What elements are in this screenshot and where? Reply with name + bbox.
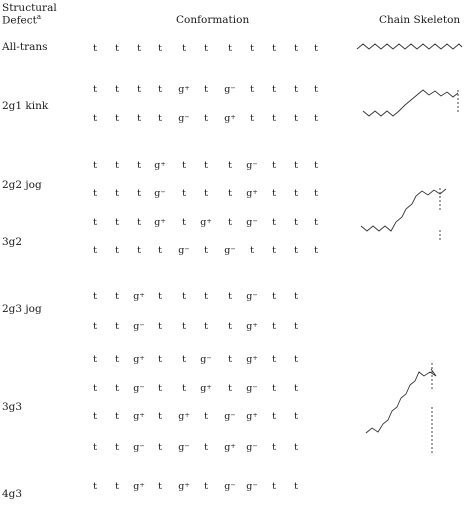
conformation-cell: t <box>115 411 119 422</box>
conformation-cell: t <box>272 383 276 394</box>
conformation-cell: t <box>294 113 298 124</box>
conformation-cell: t <box>272 43 276 54</box>
conformation-cell: t <box>294 411 298 422</box>
conformation-cell: t <box>272 113 276 124</box>
conformation-cell: t <box>93 354 97 365</box>
label-all-trans: All-trans <box>2 41 48 53</box>
conformation-cell: g+ <box>224 113 236 124</box>
label-2g2-jog: 2g2 jog <box>2 179 42 191</box>
header-chain-skeleton: Chain Skeleton <box>379 14 461 26</box>
conformation-cell: g− <box>133 442 145 453</box>
conformation-cell: t <box>294 291 298 302</box>
conformation-cell: t <box>294 442 298 453</box>
conformation-cell: t <box>204 411 208 422</box>
conformation-cell: t <box>272 442 276 453</box>
header-conformation: Conformation <box>176 14 250 26</box>
conformation-cell: t <box>228 354 232 365</box>
label-3g3: 3g3 <box>2 401 23 413</box>
conformation-cell: t <box>294 245 298 256</box>
conformation-cell: t <box>182 188 186 199</box>
conformation-cell: t <box>115 481 119 492</box>
conformation-cell: t <box>272 291 276 302</box>
skeleton-2g1-kink <box>363 90 458 116</box>
conformation-cell: t <box>182 383 186 394</box>
label-2g1-kink: 2g1 kink <box>2 100 49 112</box>
conformation-cell: t <box>314 160 318 171</box>
conformation-cell: t <box>228 160 232 171</box>
conformation-cell: g− <box>246 291 258 302</box>
header-structural: Structural <box>2 2 57 14</box>
conformation-cell: t <box>158 354 162 365</box>
conformation-cell: t <box>115 160 119 171</box>
conformation-cell: t <box>158 84 162 95</box>
conformation-cell: t <box>137 113 141 124</box>
conformation-cell: g− <box>178 245 190 256</box>
conformation-cell: t <box>294 84 298 95</box>
conformation-cell: t <box>115 321 119 332</box>
conformation-cell: t <box>228 291 232 302</box>
conformation-cell: t <box>294 217 298 228</box>
conformation-cell: g+ <box>246 354 258 365</box>
conformation-cell: g− <box>178 442 190 453</box>
conformation-cell: t <box>137 188 141 199</box>
conformation-cell: t <box>272 321 276 332</box>
conformation-cell: g− <box>246 383 258 394</box>
conformation-cell: t <box>272 245 276 256</box>
conformation-cell: g− <box>200 354 212 365</box>
skeleton-all-trans <box>357 44 462 49</box>
conformation-cell: g− <box>133 321 145 332</box>
conformation-cell: t <box>158 411 162 422</box>
conformation-cell: g+ <box>224 442 236 453</box>
conformation-cell: t <box>294 354 298 365</box>
conformation-cell: t <box>228 383 232 394</box>
conformation-cell: t <box>272 411 276 422</box>
conformation-cell: g+ <box>178 481 190 492</box>
conformation-cell: g− <box>154 188 166 199</box>
conformation-cell: t <box>158 113 162 124</box>
conformation-cell: g+ <box>200 383 212 394</box>
skeleton-2g2-jog <box>361 188 446 241</box>
conformation-cell: t <box>250 84 254 95</box>
conformation-cell: g+ <box>246 411 258 422</box>
conformation-cell: t <box>93 291 97 302</box>
conformation-cell: t <box>314 43 318 54</box>
conformation-cell: g+ <box>133 481 145 492</box>
conformation-cell: t <box>115 84 119 95</box>
conformation-cell: t <box>158 442 162 453</box>
conformation-cell: t <box>272 481 276 492</box>
skeleton-3g3 <box>366 363 436 455</box>
conformation-cell: t <box>93 411 97 422</box>
conformation-cell: t <box>204 188 208 199</box>
conformation-cell: t <box>115 383 119 394</box>
conformation-cell: t <box>228 321 232 332</box>
conformation-cell: t <box>93 160 97 171</box>
conformation-cell: g+ <box>133 291 145 302</box>
conformation-cell: t <box>115 245 119 256</box>
conformation-cell: t <box>204 113 208 124</box>
label-2g3-jog: 2g3 jog <box>2 303 42 315</box>
conformation-cell: t <box>93 43 97 54</box>
conformation-cell: t <box>115 43 119 54</box>
header-defect: Defect$^a$ <box>2 13 42 27</box>
label-4g3: 4g3 <box>2 488 23 500</box>
conformation-cell: g− <box>178 113 190 124</box>
conformation-cell: t <box>158 481 162 492</box>
conformation-cell: t <box>272 354 276 365</box>
label-3g2: 3g2 <box>2 236 23 248</box>
conformation-cell: t <box>314 245 318 256</box>
conformation-cell: t <box>182 291 186 302</box>
conformation-cell: t <box>182 321 186 332</box>
conformation-cell: t <box>272 160 276 171</box>
conformation-cell: t <box>204 84 208 95</box>
conformation-cell: t <box>294 188 298 199</box>
conformation-cell: g+ <box>154 160 166 171</box>
conformation-cell: t <box>204 442 208 453</box>
conformation-cell: t <box>314 84 318 95</box>
conformation-cell: t <box>158 321 162 332</box>
conformation-cell: t <box>93 442 97 453</box>
conformation-cell: t <box>314 188 318 199</box>
conformation-cell: t <box>182 43 186 54</box>
conformation-cell: g+ <box>200 217 212 228</box>
conformation-cell: t <box>204 43 208 54</box>
conformation-cell: g− <box>133 383 145 394</box>
conformation-cell: g− <box>246 217 258 228</box>
conformation-cell: t <box>294 43 298 54</box>
conformation-cell: t <box>228 217 232 228</box>
conformation-cell: t <box>115 113 119 124</box>
conformation-cell: t <box>204 245 208 256</box>
conformation-cell: t <box>158 43 162 54</box>
conformation-cell: t <box>250 43 254 54</box>
conformation-cell: t <box>228 43 232 54</box>
conformation-cell: g+ <box>133 411 145 422</box>
conformation-cell: t <box>250 245 254 256</box>
conformation-cell: t <box>137 43 141 54</box>
conformation-cell: t <box>314 217 318 228</box>
conformation-cell: g+ <box>178 411 190 422</box>
conformation-cell: g+ <box>178 84 190 95</box>
conformation-cell: t <box>137 84 141 95</box>
conformation-cell: t <box>115 217 119 228</box>
conformation-cell: t <box>182 217 186 228</box>
conformation-cell: t <box>204 481 208 492</box>
conformation-cell: t <box>158 383 162 394</box>
conformation-cell: t <box>294 481 298 492</box>
conformation-cell: t <box>93 84 97 95</box>
conformation-cell: t <box>294 383 298 394</box>
conformation-cell: t <box>93 217 97 228</box>
conformation-cell: t <box>250 113 254 124</box>
conformation-cell: g+ <box>154 217 166 228</box>
conformation-cell: g− <box>246 481 258 492</box>
conformation-cell: g− <box>246 442 258 453</box>
conformation-cell: t <box>204 321 208 332</box>
conformation-cell: t <box>93 113 97 124</box>
conformation-cell: t <box>115 188 119 199</box>
conformation-cell: g+ <box>246 321 258 332</box>
conformation-cell: g− <box>224 411 236 422</box>
conformation-cell: g+ <box>133 354 145 365</box>
conformation-cell: t <box>93 383 97 394</box>
conformation-cell: t <box>294 160 298 171</box>
conformation-cell: t <box>272 217 276 228</box>
conformation-cell: t <box>93 321 97 332</box>
conformation-cell: t <box>158 291 162 302</box>
conformation-cell: t <box>314 113 318 124</box>
conformation-cell: t <box>158 245 162 256</box>
conformation-cell: t <box>93 188 97 199</box>
conformation-cell: t <box>204 291 208 302</box>
conformation-cell: t <box>115 354 119 365</box>
conformation-cell: g− <box>224 245 236 256</box>
conformation-cell: g− <box>246 160 258 171</box>
conformation-cell: t <box>137 217 141 228</box>
conformation-cell: g+ <box>246 188 258 199</box>
conformation-cell: t <box>182 354 186 365</box>
conformation-cell: t <box>137 245 141 256</box>
conformation-cell: t <box>272 84 276 95</box>
conformation-cell: t <box>182 160 186 171</box>
conformation-cell: g− <box>224 84 236 95</box>
conformation-cell: t <box>137 160 141 171</box>
conformation-cell: t <box>294 321 298 332</box>
conformation-cell: t <box>115 442 119 453</box>
conformation-cell: g− <box>224 481 236 492</box>
conformation-cell: t <box>228 188 232 199</box>
conformation-cell: t <box>272 188 276 199</box>
conformation-cell: t <box>93 245 97 256</box>
conformation-cell: t <box>204 160 208 171</box>
conformation-cell: t <box>115 291 119 302</box>
conformation-cell: t <box>93 481 97 492</box>
